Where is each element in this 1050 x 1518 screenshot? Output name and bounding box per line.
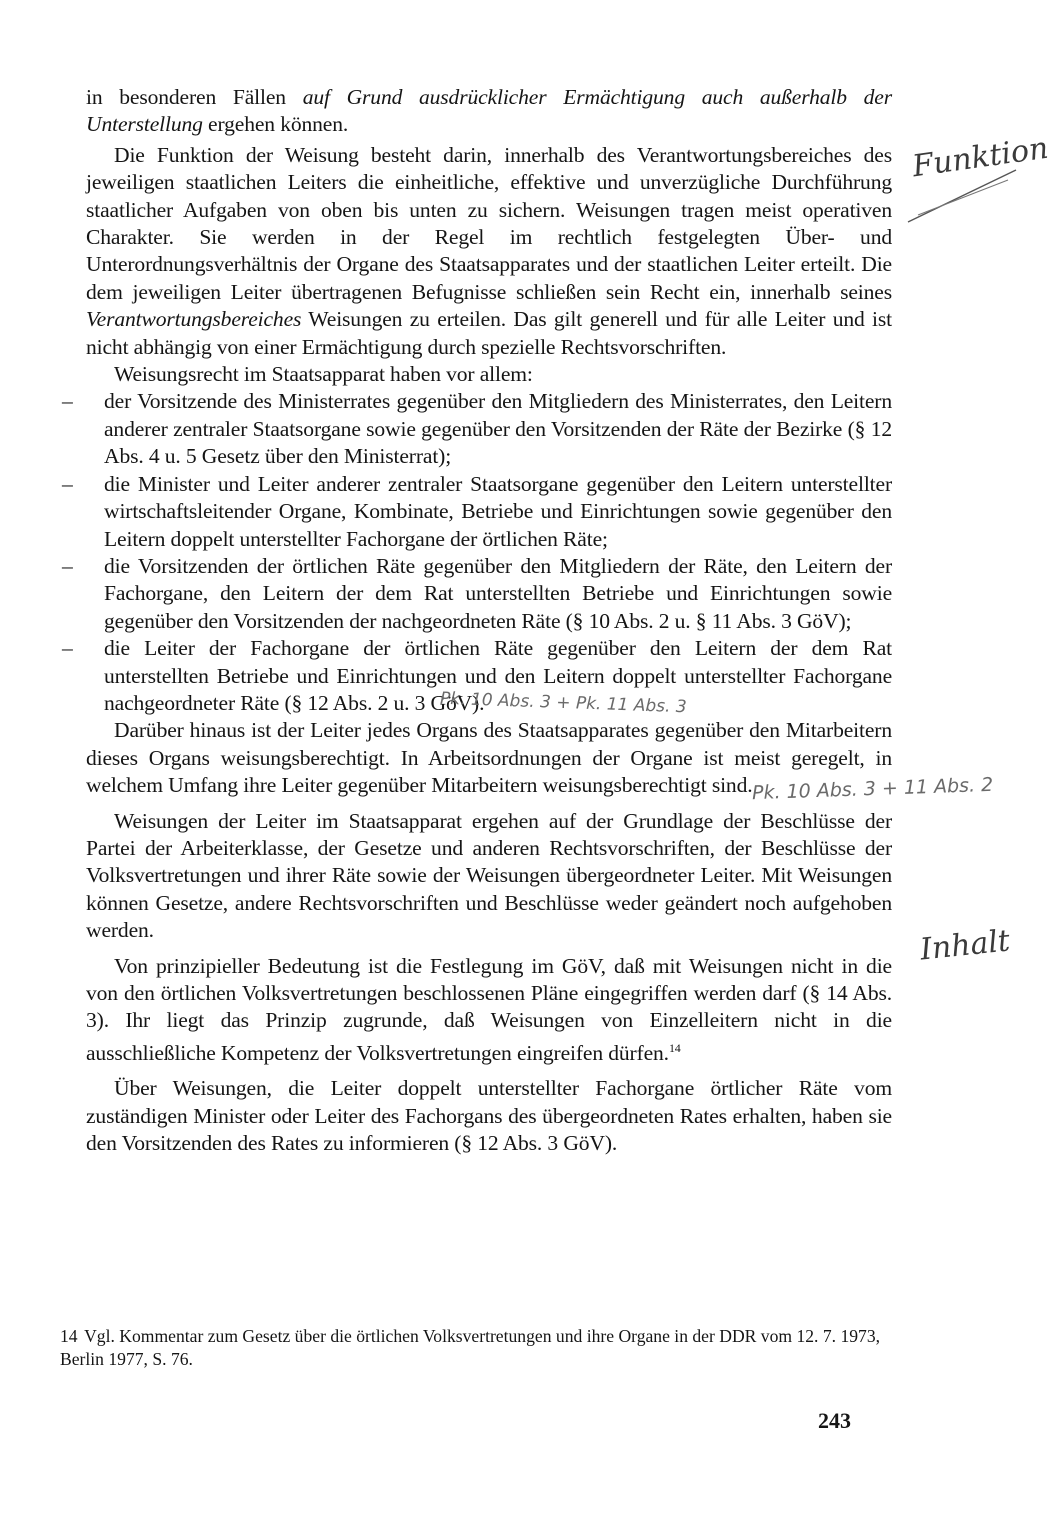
list-item [62, 553, 892, 635]
dash-bullet: – [62, 471, 73, 496]
margin-arrow-icon [898, 160, 1024, 230]
body-text [62, 84, 892, 1158]
paragraph-1 [86, 142, 892, 361]
paragraph-2: Weisungsrecht im Staatsapparat haben vor allem: [114, 362, 533, 387]
list-item [62, 388, 892, 470]
p0-text-c: ergehen können. [202, 112, 349, 137]
list-item-text: die Leiter der Fachorgane der örtlichen Räte gegenüber den Leitern der dem Rat unterstellten Betriebe und Einrichtungen und den Leitern doppelt unterstellter Fachorgane nachgeordneter Räte (§ 12 Abs. 2 u. 3 GöV). [104, 636, 892, 715]
footnote-number: 14 [60, 1326, 78, 1346]
margin-note-funktion: Funktion [910, 130, 1050, 185]
p1-text: Die Funktion der Weisung besteht darin, innerhalb des Verantwortungsbereiches des jeweiligen staatlichen Leiters die einheitliche, effektive und unverzügliche Durchführung staatlicher Aufgaben von oben bis unten zu sichern. Weisungen tragen meist operativen Charakter. Sie werden in der Regel im rechtlich festgelegten Über- und Unterordnungsverhältnis der Organe des Staatsapparates und der staatlichen Leiter erteilt. Die dem jeweiligen Leiter übertragenen Befugnisse schließen sein Recht ein, innerhalb seines [86, 142, 892, 304]
footnote-reference[interactable]: 14 [668, 1040, 681, 1055]
paragraph-5 [86, 953, 892, 1068]
paragraph-3: Darüber hinaus ist der Leiter jedes Organs des Staatsapparates gegenüber den Mitarbeitern dieses Organs weisungsberechtigt. In Arbeitsordnungen der Organe ist meist geregelt, in welchem Umfang ihre Leiter gegenüber Mitarbeitern weisungsberechtigt sind. [86, 718, 892, 798]
p5-text: Von prinzipieller Bedeutung ist die Festlegung im GöV, daß mit Weisungen nicht in die von den örtlichen Volksvertretungen beschlossenen Pläne eingegriffen werden darf (§ 14 Abs. 3). Ihr liegt das Prinzip zugrunde, daß Weisungen von Einzelleitern nicht in die ausschließliche Kompetenz der Volksvertretungen eingreifen dürfen. [86, 953, 892, 1065]
footnote [60, 1325, 900, 1371]
list-item-text: die Minister und Leiter anderer zentraler Staatsorgane gegenüber den Leitern unterstellter wirtschaftsleitender Organe, Kombinate, Betriebe und Einrichtungen sowie gegenüber den Leitern doppelt unterstellter Fachorgane der örtlichen Räte; [104, 471, 892, 551]
footnote-text: Vgl. Kommentar zum Gesetz über die örtlichen Volksvertretungen und ihre Organe in der DDR vom 12. 7. 1973, Berlin 1977, S. 76. [60, 1326, 881, 1369]
inline-note-1: Pk. 10 Abs. 3 + Pk. 11 Abs. 3 [439, 688, 688, 718]
list-item-text: die Vorsitzenden der örtlichen Räte gegenüber den Mitgliedern der Räte, den Leitern der Fachorgane, den Leitern der dem Rat unterstellten Betriebe und Einrichtungen sowie gegenüber den Vorsitzenden der nachgeordneten Räte (§ 10 Abs. 2 u. § 11 Abs. 3 GöV); [104, 553, 892, 633]
p1-text-italic: Verantwortungsbereiches [86, 307, 302, 332]
p1-text-end: Weisungen zu erteilen. Das gilt generell und für alle Leiter und ist nicht abhängig von einer Ermächtigung durch spezielle Rechtsvorschriften. [86, 307, 892, 359]
list-item-text: der Vorsitzende des Ministerrates gegenüber den Mitgliedern des Ministerrates, den Leitern anderer zentraler Staatsorgane sowie gegenüber den Vorsitzenden der Räte der Bezirke (§ 12 Abs. 4 u. 5 Gesetz über den Ministerrat); [104, 389, 892, 469]
list-item [62, 471, 892, 553]
margin-note-inhalt: Inhalt [918, 923, 1012, 968]
paragraph-6: Über Weisungen, die Leiter doppelt unterstellter Fachorgane örtlicher Räte vom zuständigen Minister oder Leiter des Fachorgans des übergeordneten Rates erhalten, haben sie den Vorsitzenden des Rates zu informieren (§ 12 Abs. 3 GöV). [86, 1076, 892, 1156]
paragraph-4: Weisungen der Leiter im Staatsapparat ergehen auf der Grundlage der Beschlüsse der Partei der Arbeiterklasse, der Gesetze und anderen Rechtsvorschriften, der Beschlüsse der Volksvertretungen und ihrer Räte sowie der Weisungen übergeordneter Leiter. Mit Weisungen können Gesetze, andere Rechtsvorschriften und Beschlüsse weder geändert noch aufgehoben werden. [86, 808, 892, 943]
dash-bullet: – [62, 389, 73, 414]
paragraph-0 [86, 84, 892, 139]
p0-text-a: in besonderen Fällen [86, 85, 303, 109]
dash-bullet: – [62, 553, 73, 578]
inline-note-2: Pk. 10 Abs. 3 + 11 Abs. 2 [751, 773, 994, 805]
p0-text-italic: auf Grund ausdrücklicher Ermächtigung auch außerhalb der Unterstellung [86, 85, 892, 137]
bullet-list [62, 388, 892, 717]
dash-bullet: – [62, 636, 73, 661]
page-number: 243 [818, 1408, 851, 1433]
